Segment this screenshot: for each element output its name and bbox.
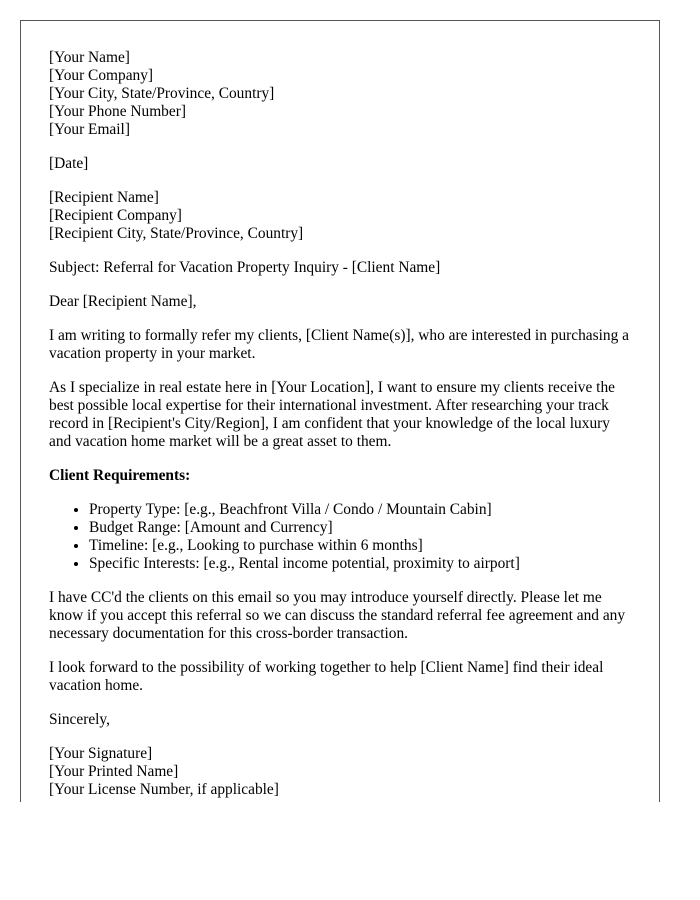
- list-item: • Budget Range: [Amount and Currency]: [89, 519, 634, 537]
- list-item: • Timeline: [e.g., Looking to purchase within 6 months]: [89, 537, 634, 555]
- recipient-address-block: [49, 189, 634, 243]
- requirements-list: [49, 501, 634, 573]
- date-block: [49, 155, 634, 173]
- closing-phrase: Sincerely,: [49, 711, 110, 728]
- printed-name: [Your Printed Name]: [49, 763, 179, 780]
- sender-company: [Your Company]: [49, 67, 154, 84]
- salutation: Dear [Recipient Name],: [49, 293, 197, 310]
- sender-address-block: [49, 49, 634, 139]
- sender-phone: [Your Phone Number]: [49, 103, 186, 120]
- sender-city: [Your City, State/Province, Country]: [49, 85, 275, 102]
- sender-email: [Your Email]: [49, 121, 130, 138]
- subject-line: Subject: Referral for Vacation Property Inquiry - [Client Name]: [49, 259, 441, 276]
- license-number: [Your License Number, if applicable]: [49, 781, 279, 798]
- recipient-city: [Recipient City, State/Province, Country]: [49, 225, 304, 242]
- closing-paragraph: I look forward to the possibility of working together to help [Client Name] find their ideal vacation home.: [49, 659, 604, 694]
- recipient-company: [Recipient Company]: [49, 207, 182, 224]
- cc-paragraph: I have CC'd the clients on this email so you may introduce yourself directly. Please let me know if you accept this referral so we can discuss the standard referral fee agreement and any necessary documentation for this cross-border transaction.: [49, 589, 626, 642]
- list-item: • Specific Interests: [e.g., Rental income potential, proximity to airport]: [89, 555, 634, 573]
- letter-page: [20, 20, 660, 802]
- requirements-heading: Client Requirements:: [49, 467, 191, 484]
- sender-name: [Your Name]: [49, 49, 130, 66]
- signature-line: [Your Signature]: [49, 745, 153, 762]
- list-item: • Property Type: [e.g., Beachfront Villa / Condo / Mountain Cabin]: [89, 501, 634, 519]
- letter-date: [Date]: [49, 155, 89, 172]
- recipient-name: [Recipient Name]: [49, 189, 159, 206]
- expertise-paragraph: As I specialize in real estate here in [Your Location], I want to ensure my clients receive the best possible local expertise for their international investment. After researching your track record in [Recipient's City/Region], I am confident that your knowledge of the local luxury and vacation home market will be a great asset to them.: [49, 379, 615, 450]
- letter-content: [49, 49, 634, 802]
- intro-paragraph: I am writing to formally refer my clients, [Client Name(s)], who are interested in purchasing a vacation property in your market.: [49, 327, 629, 362]
- signature-block: [49, 745, 634, 799]
